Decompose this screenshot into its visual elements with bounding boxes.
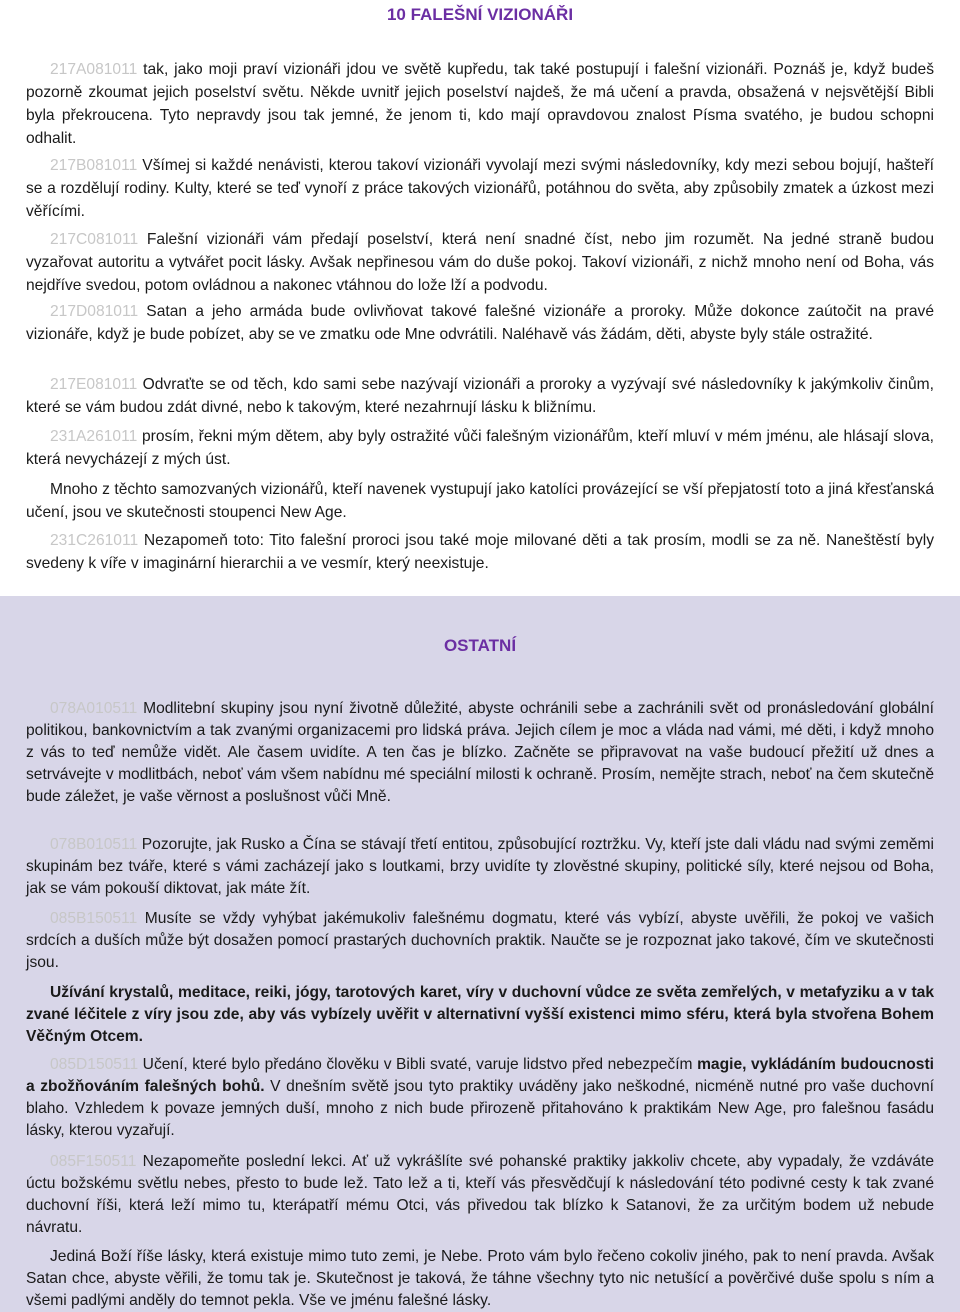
- paragraph-217B081011: [26, 154, 934, 223]
- message-code: 085F150511: [50, 1153, 137, 1170]
- paragraph-text: V dnešním světě jsou tyto praktiky uváděny jako neškodné, nicméně nutné pro vaše duchovní blaho. Vzhledem k povaze jemných duší, mnoho z nich bude přirozeně přitahováno k praktikám New Age, pro falešnou fasádu lásky, kterou vyzařují.: [26, 1078, 934, 1139]
- paragraph-text: tak, jako moji praví vizionáři jdou ve světě kupředu, tak také postupují i falešní vizionáři. Poznáš je, když budeš pozorně zkoumat jejich poselství světu. Někde uvnitř jejich poselství najdeš, že má učení a pravda, obsažená v nejsvětější Bibli byla překroucena. Tyto nepravdy jsou tak jemné, že jenom ti, kdo mají opravdovou znalost Písma svatého, je budou schopni odhalit.: [26, 61, 934, 147]
- paragraph-085D150511: [26, 1054, 934, 1142]
- section-false-visionaries: [0, 0, 960, 596]
- paragraph-217E081011: [26, 373, 934, 419]
- paragraph-217C081011: [26, 228, 934, 297]
- paragraph-new-age: [26, 478, 934, 524]
- message-code: 217A081011: [50, 61, 138, 78]
- message-code: 085B150511: [50, 910, 138, 927]
- paragraph-text: Musíte se vždy vyhýbat jakémukoliv falešnému dogmatu, které vás vybízí, abyste uvěřili, že pokoj ve vašich srdcích a duších může být dosažen pomocí prastarých duchovních praktik. Naučte se je rozpoznat jako takové, čím ve skutečnosti jsou.: [26, 910, 934, 971]
- paragraph-217A081011: [26, 58, 934, 150]
- paragraph-crystals-bold: [26, 982, 934, 1048]
- paragraph-217D081011: [26, 300, 934, 346]
- paragraph-231C261011: [26, 529, 934, 575]
- message-code: 231C261011: [50, 532, 139, 549]
- paragraph-text: Odvraťte se od těch, kdo sami sebe nazývají vizionáři a proroky a vyzývají své následovníky k jakýmkoliv činům, které se vám budou zdát divné, nebo k takovým, které nezahrnují lásku k bližnímu.: [26, 376, 934, 416]
- message-code: 217C081011: [50, 231, 139, 248]
- paragraph-078B010511: [26, 834, 934, 900]
- message-code: 078B010511: [50, 836, 138, 853]
- paragraph-text: prosím, řekni mým dětem, aby byly ostražité vůči falešným vizionářům, kteří mluví v mém jménu, ale hlásají slova, která nevycházejí z mých úst.: [26, 428, 934, 468]
- message-code: 217D081011: [50, 303, 139, 320]
- section-heading-other: OSTATNÍ: [443, 636, 517, 655]
- message-code: 217B081011: [50, 157, 138, 174]
- section-other: [0, 596, 960, 1312]
- message-code: 078A010511: [50, 700, 138, 717]
- section-heading-false-visionaries: 10 FALEŠNÍ VIZIONÁŘI: [386, 5, 574, 24]
- paragraph-078A010511: [26, 698, 934, 808]
- paragraph-text: Užívání krystalů, meditace, reiki, jógy, tarotových karet, víry v duchovní vůdce ze světa zemřelých, v metafyziku a v tak zvané léčitele z víry jsou zde, aby vás vybízely uvěřit v alternativní vyšší existenci mimo sféru, která byla stvořena Bohem Věčným Otcem.: [26, 984, 934, 1045]
- message-code: 231A261011: [50, 428, 138, 445]
- paragraph-text: Pozorujte, jak Rusko a Čína se stávají třetí entitou, způsobující roztržku. Vy, kteří jste dali vládu nad svými zeměmi skupinám bez tváře, které s vámi zacházejí jako s loutkami, brzy uvidíte ty zlověstné skupiny, politické síly, které nejsou od Boha, jak se vám pokouší diktovat, jak máte žít.: [26, 836, 934, 897]
- message-code: 217E081011: [50, 376, 138, 393]
- paragraph-text: Falešní vizionáři vám předají poselství, která není snadné číst, nebo jim rozumět. Na jedné straně budou vyzařovat autoritu a vytvářet pocit lásky. Avšak nepřinesou vám do duše pokoj. Takoví vizionáři, z nichž mnoho není od Boha, vás nejdříve svedou, potom ovládnou a nakonec vtáhnou do lože lží a podvodu.: [26, 231, 934, 294]
- paragraph-text: Všímej si každé nenávisti, kterou takoví vizionáři vyvolají mezi svými následovníky, kdy mezi sebou bojují, hašteří se a rozdělují rodiny. Kulty, které se teď vynoří z práce takových vizionářů, potáhnou do světa, aby způsobily zmatek a úzkost mezi věřícími.: [26, 157, 934, 220]
- message-code: 085D150511: [50, 1056, 139, 1073]
- paragraph-text: Nezapomeň toto: Tito falešní proroci jsou také moje milované děti a tak prosím, modli se za ně. Naneštěstí byly svedeny k víře v imaginární hierarchii a ve vesmír, který neexistuje.: [26, 532, 934, 572]
- paragraph-text: Mnoho z těchto samozvaných vizionářů, kteří navenek vystupují jako katolíci provázející se vší přepjatostí toto a jiná křesťanská učení, jsou ve skutečnosti stoupenci New Age.: [26, 481, 934, 521]
- paragraph-text: Nezapomeňte poslední lekci. Ať už vykrášlíte své pohanské praktiky jakkoliv chcete, aby vypadaly, že vzdáváte úctu božskému světlu nebes, přesto to bude lež. Tato lež a ti, kteří vás přesvědčují k následování této podivné cesty k tak zvané duchovní říši, která leží mimo tu, kterápatří mému Otci, vás přivedou tak blízko k Satanovi, že za určitým bodem už nebude návratu.: [26, 1153, 934, 1236]
- paragraph-text-bold: magie, vykládáním budoucnosti a zbožňováním falešných bohů.: [26, 1056, 934, 1095]
- paragraph-text: Učení, které bylo předáno člověku v Bibli svaté, varuje lidstvo před nebezpečím: [138, 1056, 698, 1073]
- paragraph-text: Jediná Boží říše lásky, která existuje mimo tuto zemi, je Nebe. Proto vám bylo řečeno cokoliv jiného, pak to není pravda. Avšak Satan chce, abyste věřili, že tomu tak je. Skutečnost je taková, že táhne všechny tyto nic netušící a pověrčivé duše spolu s ním a všemi padlými anděly do temnot pekla. Vše ve jménu falešné lásky.: [26, 1248, 934, 1309]
- paragraph-kingdom-of-love: [26, 1246, 934, 1312]
- paragraph-085B150511: [26, 908, 934, 974]
- paragraph-text: Modlitební skupiny jsou nyní životně důležité, abyste ochránili sebe a zachránili svět od pronásledování globální politikou, bankovnictvím a tak zvanými organizacemi pro lidská práva. Jejich cílem je moc a vláda nad vámi, mé děti, i když mnoho z vás to teď nemůže vidět. Ale časem uvidíte. A ten čas je blízko. Začněte se připravovat na vaše budoucí přežití už dnes a setrvávejte v modlitbách, neboť vám všem nabídnu mé speciální milosti k ochraně. Prosím, nemějte strach, neboť na čem skutečně bude záležet, je vaše věrnost a poslušnost vůči Mně.: [26, 700, 934, 805]
- paragraph-085F150511: [26, 1151, 934, 1239]
- paragraph-text: Satan a jeho armáda bude ovlivňovat takové falešné vizionáře a proroky. Může dokonce zaútočit na pravé vizionáře, když je bude pobízet, aby se ve zmatku ode Mne odvrátili. Naléhavě vás žádám, děti, abyste byly stále ostražité.: [26, 303, 934, 343]
- paragraph-231A261011: [26, 425, 934, 471]
